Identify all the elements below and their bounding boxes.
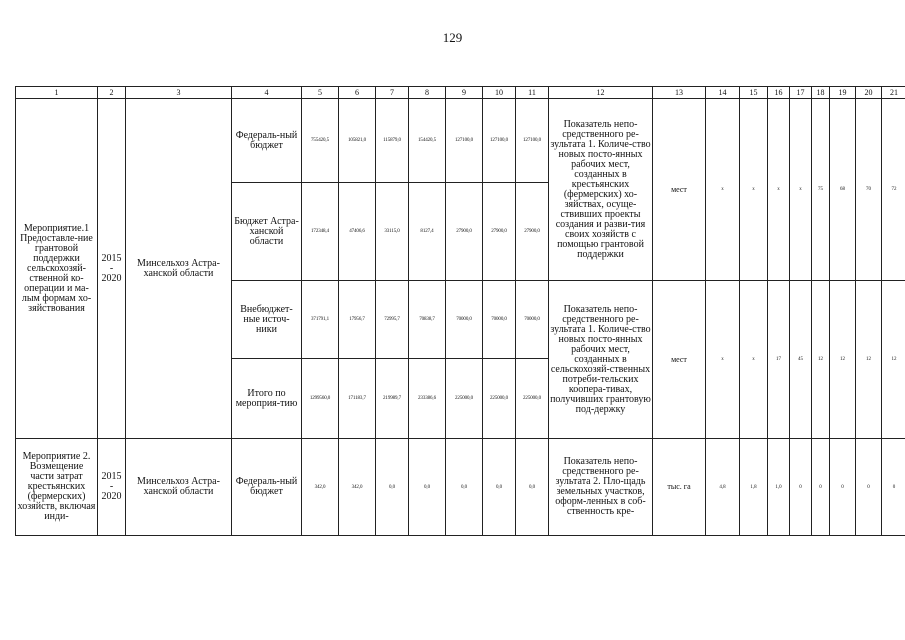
indicator-value: 1,8 [740,439,768,536]
header-cell: 18 [812,87,830,99]
header-cell: 4 [232,87,302,99]
value-cell: 127100,0 [516,99,549,183]
value-cell: 70000,0 [446,281,483,359]
indicator-value: 12 [882,281,905,439]
indicator-value: х [706,99,740,281]
funding-source: Бюджет Астра-ханской области [232,183,302,281]
measure-1-executor: Минсельхоз Астра-ханской области [126,99,232,439]
indicator-value: 0 [856,439,882,536]
value-cell: 233386,6 [409,359,446,439]
header-cell: 9 [446,87,483,99]
indicator-value: 0 [790,439,812,536]
value-cell: 70000,0 [516,281,549,359]
indicator-value: 17 [768,281,790,439]
funding-source: Федераль-ный бюджет [232,439,302,536]
value-cell: 0,0 [446,439,483,536]
header-cell: 3 [126,87,232,99]
indicator-value: 72 [882,99,905,281]
value-cell: 371791,1 [302,281,339,359]
header-cell: 1 [16,87,98,99]
value-cell: 127100,0 [446,99,483,183]
header-cell: 5 [302,87,339,99]
program-table [15,86,905,536]
indicator-value: 12 [856,281,882,439]
header-cell: 14 [706,87,740,99]
period-dash: - [109,481,114,492]
indicator-value: 12 [830,281,856,439]
value-cell: 47406,6 [339,183,376,281]
header-cell: 10 [483,87,516,99]
header-cell: 15 [740,87,768,99]
header-cell: 20 [856,87,882,99]
indicator-value: 1,0 [768,439,790,536]
indicator-value: 12 [812,281,830,439]
value-cell: 225000,0 [516,359,549,439]
value-cell: 27900,0 [516,183,549,281]
indicator-value: х [740,281,768,439]
value-cell: 105821,0 [339,99,376,183]
table-row [16,439,905,536]
value-cell: 127100,0 [483,99,516,183]
value-cell: 0,0 [376,439,409,536]
value-cell: 1299560,0 [302,359,339,439]
header-cell: 6 [339,87,376,99]
indicator-value: 0 [830,439,856,536]
period-end: 2020 [101,491,122,502]
period-end: 2020 [101,272,122,284]
value-cell: 342,0 [302,439,339,536]
period-start: 2015 [101,471,122,482]
indicator-unit: мест [653,99,706,281]
value-cell: 8127,4 [409,183,446,281]
value-cell: 171183,7 [339,359,376,439]
measure-2-period [98,439,126,536]
indicator-unit: мест [653,281,706,439]
value-cell: 27900,0 [446,183,483,281]
indicator-value: 0 [882,439,905,536]
value-cell: 225000,0 [483,359,516,439]
header-cell: 13 [653,87,706,99]
period-start: 2015 [101,252,122,264]
value-cell: 27900,0 [483,183,516,281]
indicator-value: х [790,99,812,281]
header-cell: 19 [830,87,856,99]
value-cell: 33115,0 [376,183,409,281]
value-cell: 72995,7 [376,281,409,359]
value-cell: 172348,4 [302,183,339,281]
indicator-value: 70 [856,99,882,281]
indicator-1-text: Показатель непо-средственного ре-зультата 1. Количе-ство новых посто-янных рабочих мест, созданных в крестьянских (фермерских) хо-зяйствах, осуще-ствивших проекты создания и разви-тия своих хозяйств с помощью грантовой поддержки [549,99,653,281]
measure-2-executor: Минсельхоз Астра-ханской области [126,439,232,536]
indicator-value: 68 [830,99,856,281]
indicator-value: 4,8 [706,439,740,536]
indicator-value: 0 [812,439,830,536]
value-cell: 154420,5 [409,99,446,183]
value-cell: 0,0 [516,439,549,536]
indicator-value: 45 [790,281,812,439]
funding-source: Федераль-ный бюджет [232,99,302,183]
page-number: 129 [442,30,463,45]
header-cell: 12 [549,87,653,99]
header-row [16,87,905,99]
value-cell: 115879,0 [376,99,409,183]
header-cell: 21 [882,87,905,99]
indicator-3-text: Показатель непо-средственного ре-зультата 2. Пло-щадь земельных участков, оформ-ленных в соб-ственность кре- [549,439,653,536]
value-cell: 225000,0 [446,359,483,439]
measure-1-period [98,99,126,439]
value-cell: 70000,0 [483,281,516,359]
value-cell: 755420,5 [302,99,339,183]
header-cell: 2 [98,87,126,99]
table-row [16,99,905,183]
indicator-value: х [768,99,790,281]
measure-1-name: Мероприятие.1 Предоставле-ние грантовой поддержки сельскохозяй-ственной ко-операции и ма-лым формам хо-зяйствования [16,99,98,439]
value-cell: 219989,7 [376,359,409,439]
header-cell: 8 [409,87,446,99]
indicator-value: х [740,99,768,281]
indicator-value: 75 [812,99,830,281]
indicator-unit: тыс. га [653,439,706,536]
period-dash: - [109,262,114,274]
value-cell: 70838,7 [409,281,446,359]
funding-source: Внебюджет-ные источ-ники [232,281,302,359]
indicator-2-text: Показатель непо-средственного ре-зультата 1. Количе-ство новых посто-янных рабочих мест, созданных в сельскохозяй-ственных потреби-тельских коопера-тивах, получивших грантовую под-держку [549,281,653,439]
value-cell: 17956,7 [339,281,376,359]
header-cell: 16 [768,87,790,99]
funding-source: Итого по мероприя-тию [232,359,302,439]
header-cell: 11 [516,87,549,99]
header-cell: 17 [790,87,812,99]
measure-2-name: Мероприятие 2. Возмещение части затрат крестьянских (фермерских) хозяйств, включая инди- [16,439,98,536]
indicator-value: х [706,281,740,439]
value-cell: 0,0 [409,439,446,536]
value-cell: 342,0 [339,439,376,536]
header-cell: 7 [376,87,409,99]
value-cell: 0,0 [483,439,516,536]
